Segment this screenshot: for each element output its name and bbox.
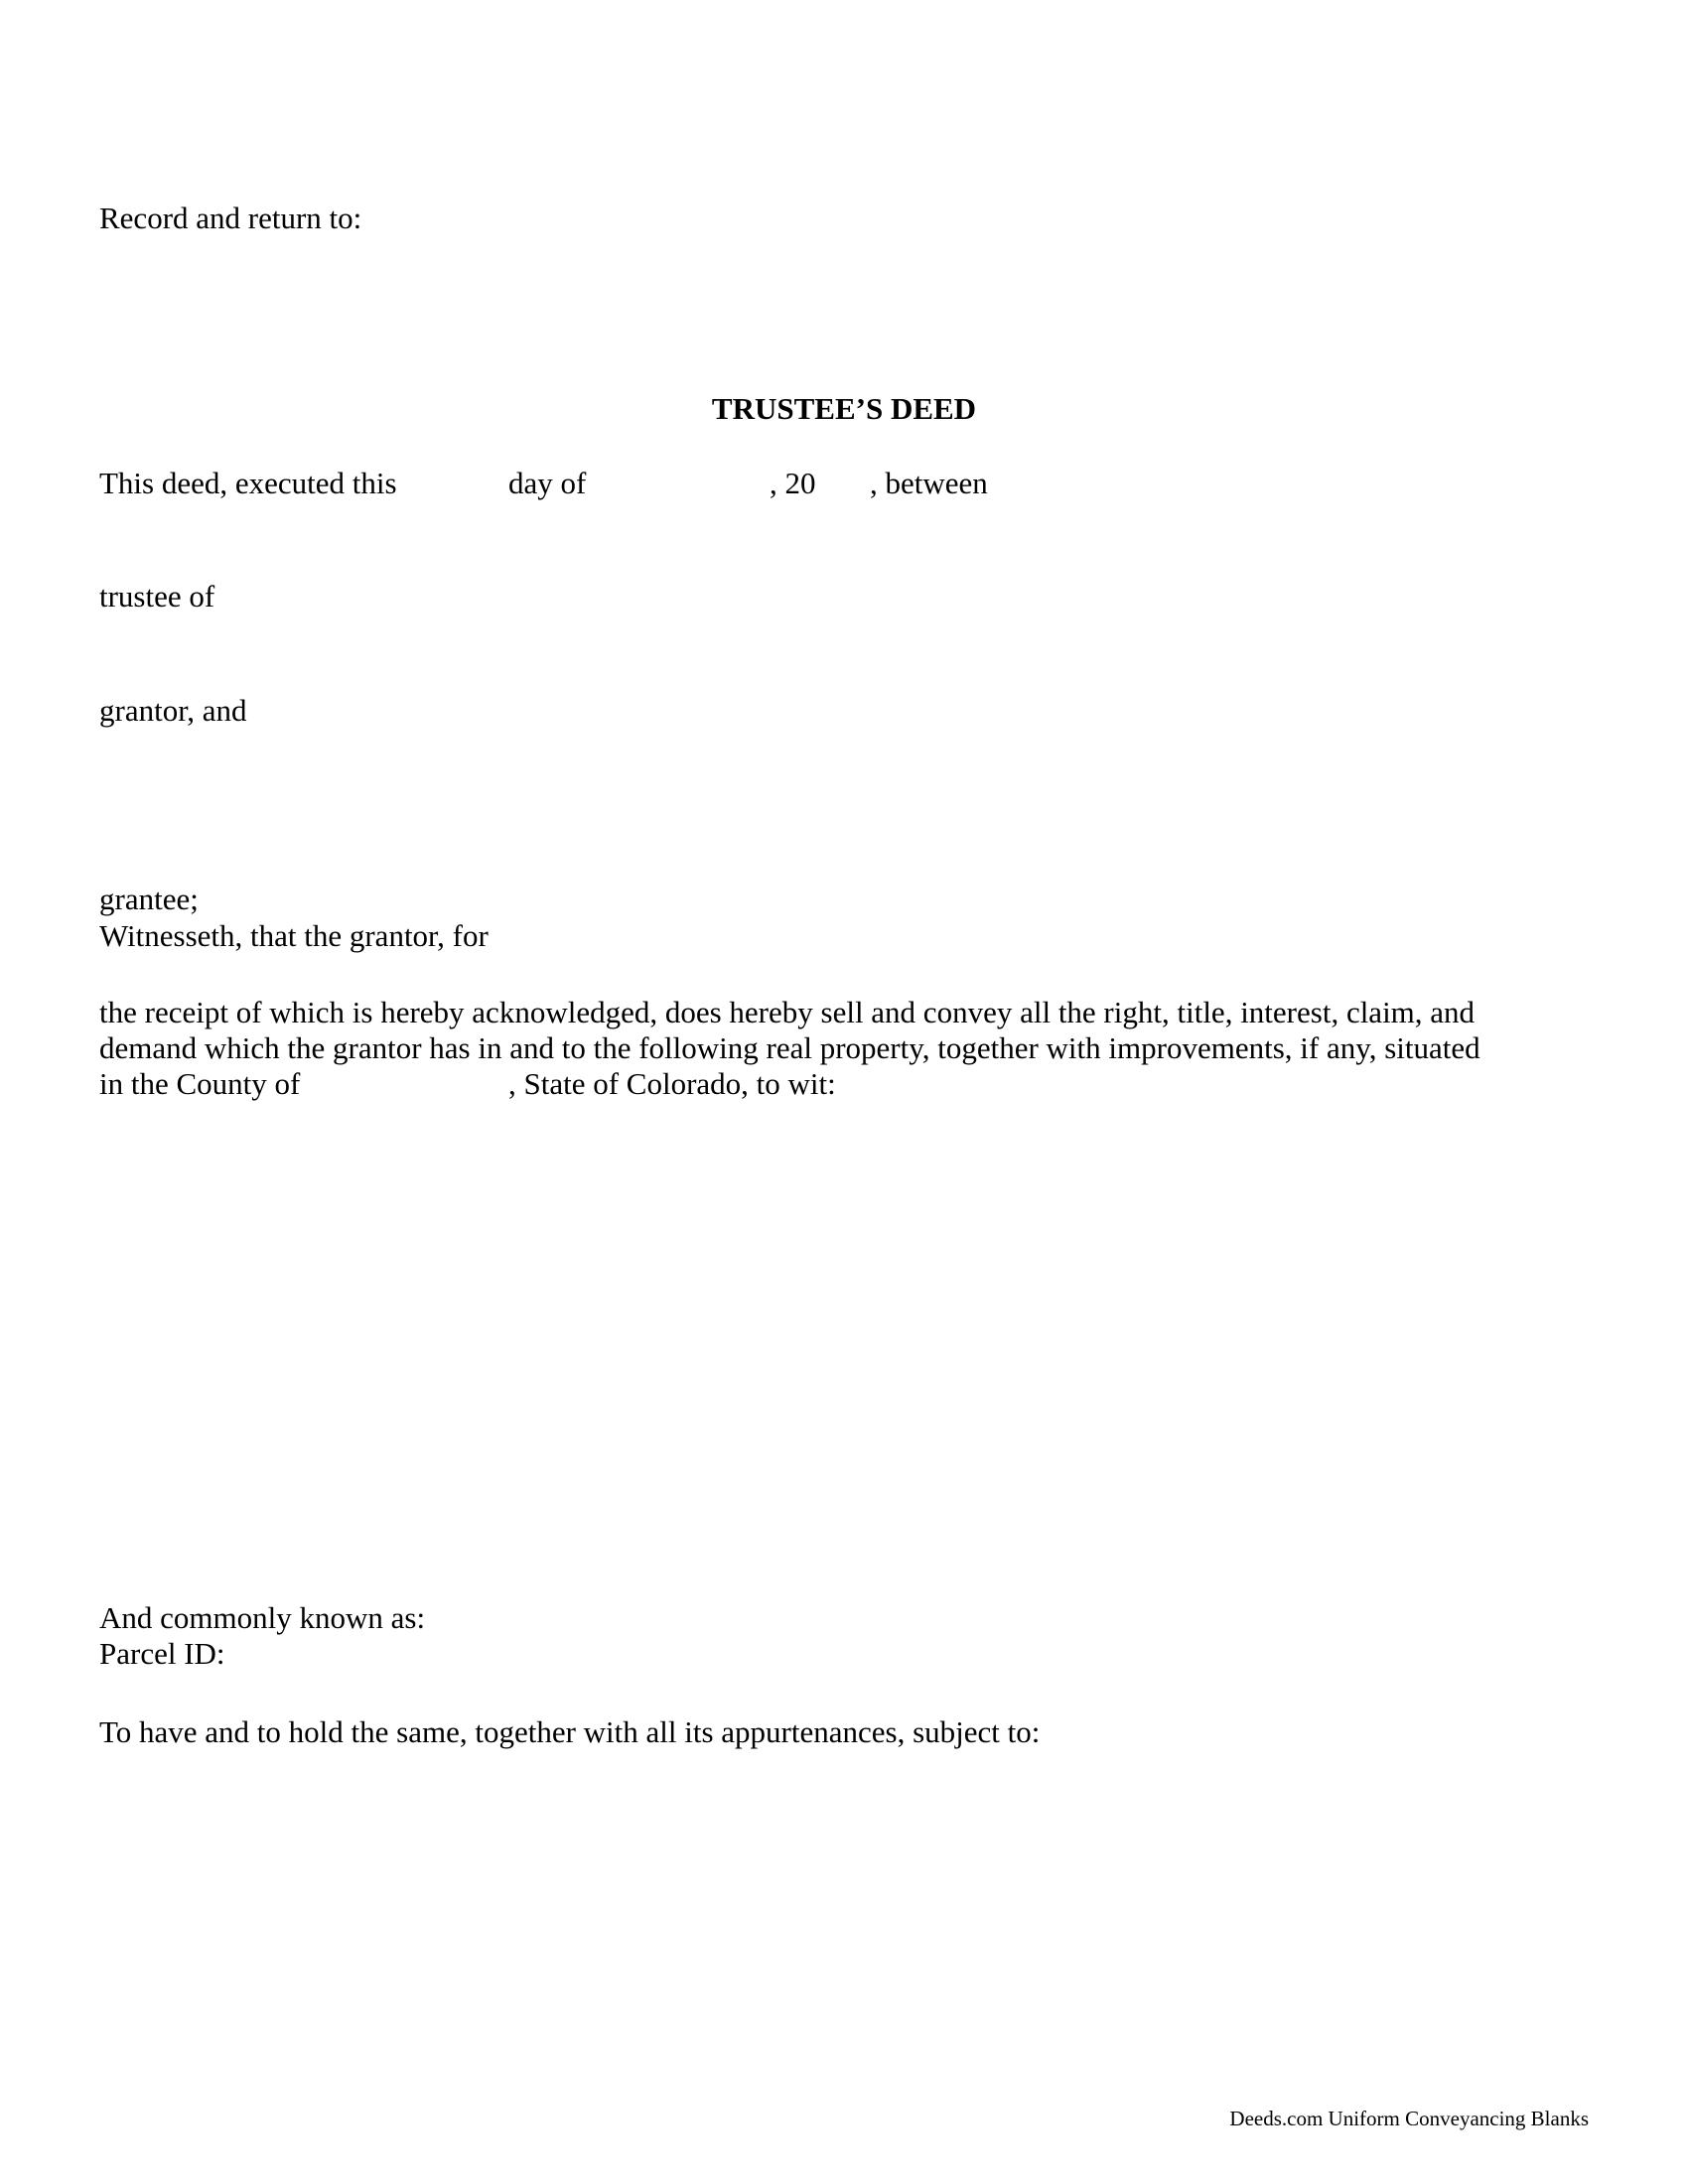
trustee-of-label: trustee of <box>99 579 215 614</box>
execution-text-start: This deed, executed this <box>99 466 397 500</box>
parcel-id-label: Parcel ID: <box>99 1636 225 1671</box>
execution-text-year: , 20 <box>770 466 816 500</box>
document-title: TRUSTEE’S DEED <box>711 391 977 426</box>
conveyance-county-label: in the County of <box>99 1066 301 1101</box>
conveyance-line-1: the receipt of which is hereby acknowledged, does hereby sell and convey all the right, title, interest, claim, and <box>99 995 1476 1029</box>
commonly-known-label: And commonly known as: <box>99 1600 426 1635</box>
conveyance-line-2: demand which the grantor has in and to the following real property, together with improvements, if any, situated <box>99 1030 1480 1065</box>
execution-text-day-of: day of <box>508 466 587 500</box>
execution-text-between: , between <box>870 466 988 500</box>
footer-brand: Deeds.com Uniform Conveyancing Blanks <box>1229 2107 1589 2130</box>
conveyance-state-text: , State of Colorado, to wit: <box>508 1066 836 1101</box>
grantor-and-label: grantor, and <box>99 693 247 728</box>
habendum-text: To have and to hold the same, together with all its appurtenances, subject to: <box>99 1714 1041 1749</box>
grantee-label: grantee; <box>99 882 199 916</box>
witnesseth-text: Witnesseth, that the grantor, for <box>99 918 489 953</box>
record-and-return-label: Record and return to: <box>99 201 362 235</box>
